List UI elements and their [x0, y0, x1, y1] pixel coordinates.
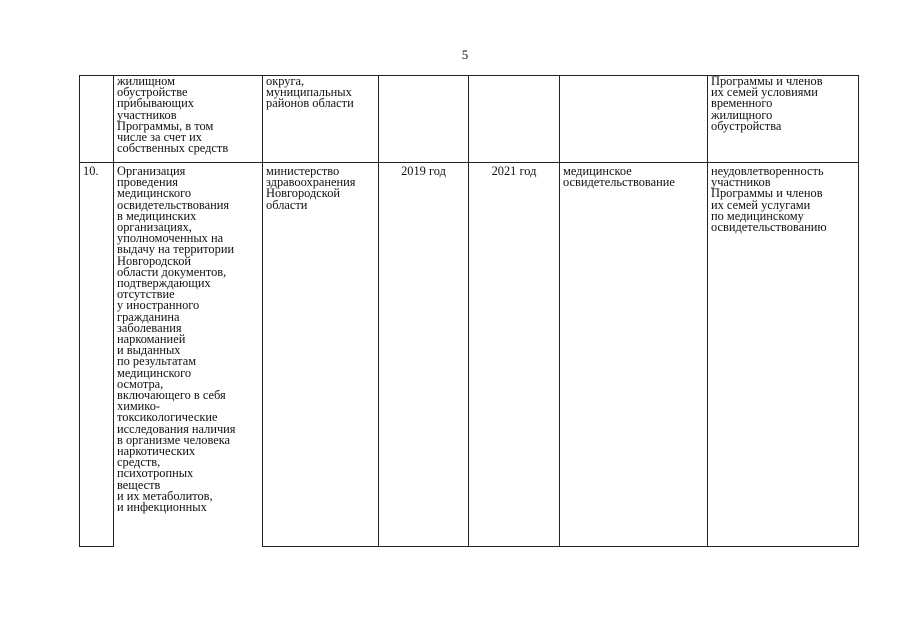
cell-line: средств, [117, 455, 161, 470]
cell-line: участников [711, 175, 771, 190]
cell-consequences [708, 163, 859, 547]
cell-line: медицинского [117, 186, 192, 201]
cell-line: осмотра, [117, 376, 164, 391]
cell-end-date [469, 76, 560, 163]
cell-line: прибывающих [117, 96, 194, 111]
cell-line: психотропных [117, 466, 194, 481]
cell-line: освидетельствования [117, 197, 230, 212]
cell-line: собственных средств [117, 141, 229, 156]
cell-line: по медицинскому [711, 208, 804, 223]
cell-result [560, 163, 708, 547]
cell-start-date: 2019 год [379, 163, 469, 547]
cell-line: временного [711, 96, 773, 111]
cell-line: химико- [117, 399, 161, 414]
cell-executor [263, 76, 379, 163]
cell-line: районов области [266, 96, 354, 111]
cell-measure [114, 163, 263, 547]
cell-line: неудовлетворенность [711, 164, 824, 178]
cell-line: токсикологические [117, 410, 218, 425]
cell-line: муниципальных [266, 85, 352, 100]
cell-line: области [266, 197, 308, 212]
cell-line: и выданных [117, 343, 181, 358]
table-row-10 [80, 163, 859, 547]
table-row-continued [80, 76, 859, 163]
cell-line: и инфекционных [117, 500, 207, 515]
cell-line: области документов, [117, 264, 227, 279]
cell-line: заболевания [117, 320, 182, 335]
cell-number [80, 76, 114, 163]
cell-line: веществ [117, 477, 161, 492]
cell-line: Программы и членов [711, 186, 823, 201]
cell-line: министерство [266, 164, 340, 178]
cell-line: проведения [117, 175, 178, 190]
cell-line: выдачу на территории [117, 242, 235, 257]
cell-line: у иностранного [117, 298, 200, 313]
cell-line: по результатам [117, 354, 197, 369]
cell-line: наркоманией [117, 332, 186, 347]
cell-line: Программы и членов [711, 75, 823, 88]
cell-line: их семей услугами [711, 197, 811, 212]
cell-line: гражданина [117, 309, 180, 324]
cell-line: медицинское [563, 164, 632, 178]
cell-line: жилищном [117, 75, 175, 88]
cell-line: Новгородской [117, 253, 192, 268]
cell-start-date [379, 76, 469, 163]
cell-line: округа, [266, 75, 305, 88]
cell-line: включающего в себя [117, 388, 226, 403]
cell-line: наркотических [117, 444, 196, 459]
cell-line: Программы, в том [117, 118, 214, 133]
cell-consequences [708, 76, 859, 163]
cell-line: участников [117, 107, 177, 122]
cell-line: отсутствие [117, 287, 175, 302]
cell-line: организациях, [117, 220, 192, 235]
cell-line: освидетельствованию [711, 220, 827, 235]
cell-line: Организация [117, 164, 186, 178]
cell-line: жилищного [711, 107, 773, 122]
cell-line: исследования наличия [117, 421, 236, 436]
cell-line: освидетельствование [563, 175, 675, 190]
cell-line: здравоохранения [266, 175, 356, 190]
cell-number: 10. [80, 163, 114, 547]
cell-executor [263, 163, 379, 547]
cell-end-date: 2021 год [469, 163, 560, 547]
cell-line: подтверждающих [117, 276, 211, 291]
cell-line: медицинского [117, 365, 192, 380]
program-measures-table [79, 75, 859, 547]
cell-line: обустройства [711, 118, 782, 133]
cell-line: числе за счет их [117, 130, 202, 145]
cell-result [560, 76, 708, 163]
page-number: 5 [461, 47, 469, 62]
cell-line: их семей условиями [711, 85, 818, 100]
cell-line: Новгородской [266, 186, 341, 201]
cell-line: в организме человека [117, 432, 231, 447]
cell-measure [114, 76, 263, 163]
cell-line: и их метаболитов, [117, 488, 213, 503]
cell-line: обустройстве [117, 85, 188, 100]
cell-line: уполномоченных на [117, 231, 224, 246]
cell-line: в медицинских [117, 208, 197, 223]
